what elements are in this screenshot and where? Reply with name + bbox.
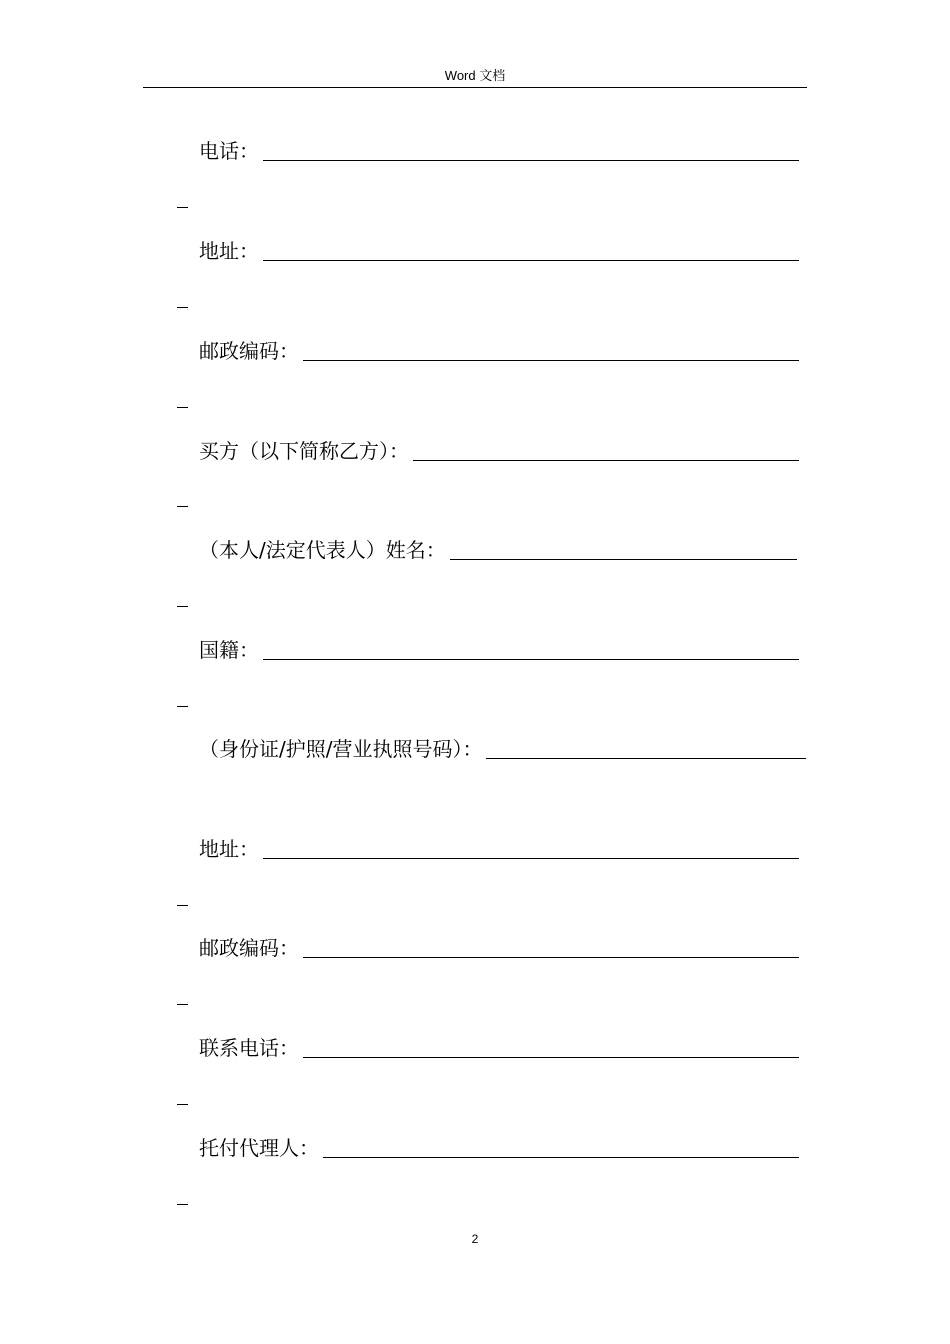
page-header-title: Word 文档	[444, 68, 506, 83]
address-label: 地址：	[199, 239, 259, 263]
continuation-dash	[177, 1004, 188, 1005]
continuation-dash	[177, 207, 188, 208]
header-divider	[143, 87, 807, 88]
buyer-address-label: 地址：	[199, 837, 259, 861]
nationality-blank-line[interactable]	[263, 655, 799, 660]
continuation-dash	[177, 1204, 188, 1205]
phone-label: 电话：	[199, 139, 259, 163]
buyer-field[interactable]	[199, 436, 799, 464]
representative-name-field[interactable]	[199, 535, 797, 563]
address-blank-line[interactable]	[263, 256, 799, 261]
postal-code-blank-line[interactable]	[303, 356, 799, 361]
continuation-dash	[177, 706, 188, 707]
contact-phone-field[interactable]	[199, 1033, 799, 1061]
continuation-dash	[177, 307, 188, 308]
nationality-field[interactable]	[199, 635, 799, 663]
agent-blank-line[interactable]	[323, 1153, 799, 1158]
buyer-postal-code-label: 邮政编码：	[199, 936, 299, 960]
id-number-blank-line[interactable]	[486, 754, 806, 759]
postal-code-label: 邮政编码：	[199, 339, 299, 363]
continuation-dash	[177, 1104, 188, 1105]
agent-label: 托付代理人：	[199, 1136, 319, 1160]
buyer-postal-code-field[interactable]	[199, 933, 799, 961]
buyer-label: 买方（以下简称乙方）：	[199, 439, 409, 463]
postal-code-field[interactable]	[199, 336, 799, 364]
contact-phone-blank-line[interactable]	[303, 1053, 799, 1058]
contact-phone-label: 联系电话：	[199, 1036, 299, 1060]
buyer-address-blank-line[interactable]	[263, 854, 799, 859]
id-number-field[interactable]	[199, 734, 806, 762]
continuation-dash	[177, 407, 188, 408]
phone-field[interactable]	[199, 136, 799, 164]
continuation-dash	[177, 506, 188, 507]
continuation-dash	[177, 905, 188, 906]
buyer-address-field[interactable]	[199, 834, 799, 862]
nationality-label: 国籍：	[199, 638, 259, 662]
phone-blank-line[interactable]	[263, 156, 799, 161]
buyer-blank-line[interactable]	[413, 456, 799, 461]
page-number: 2	[471, 1232, 479, 1246]
buyer-postal-code-blank-line[interactable]	[303, 953, 799, 958]
representative-name-blank-line[interactable]	[450, 555, 797, 560]
id-number-label: （身份证/护照/营业执照号码）：	[199, 737, 483, 761]
address-field[interactable]	[199, 236, 799, 264]
representative-name-label: （本人/法定代表人）姓名：	[199, 538, 446, 562]
continuation-dash	[177, 606, 188, 607]
agent-field[interactable]	[199, 1133, 799, 1161]
